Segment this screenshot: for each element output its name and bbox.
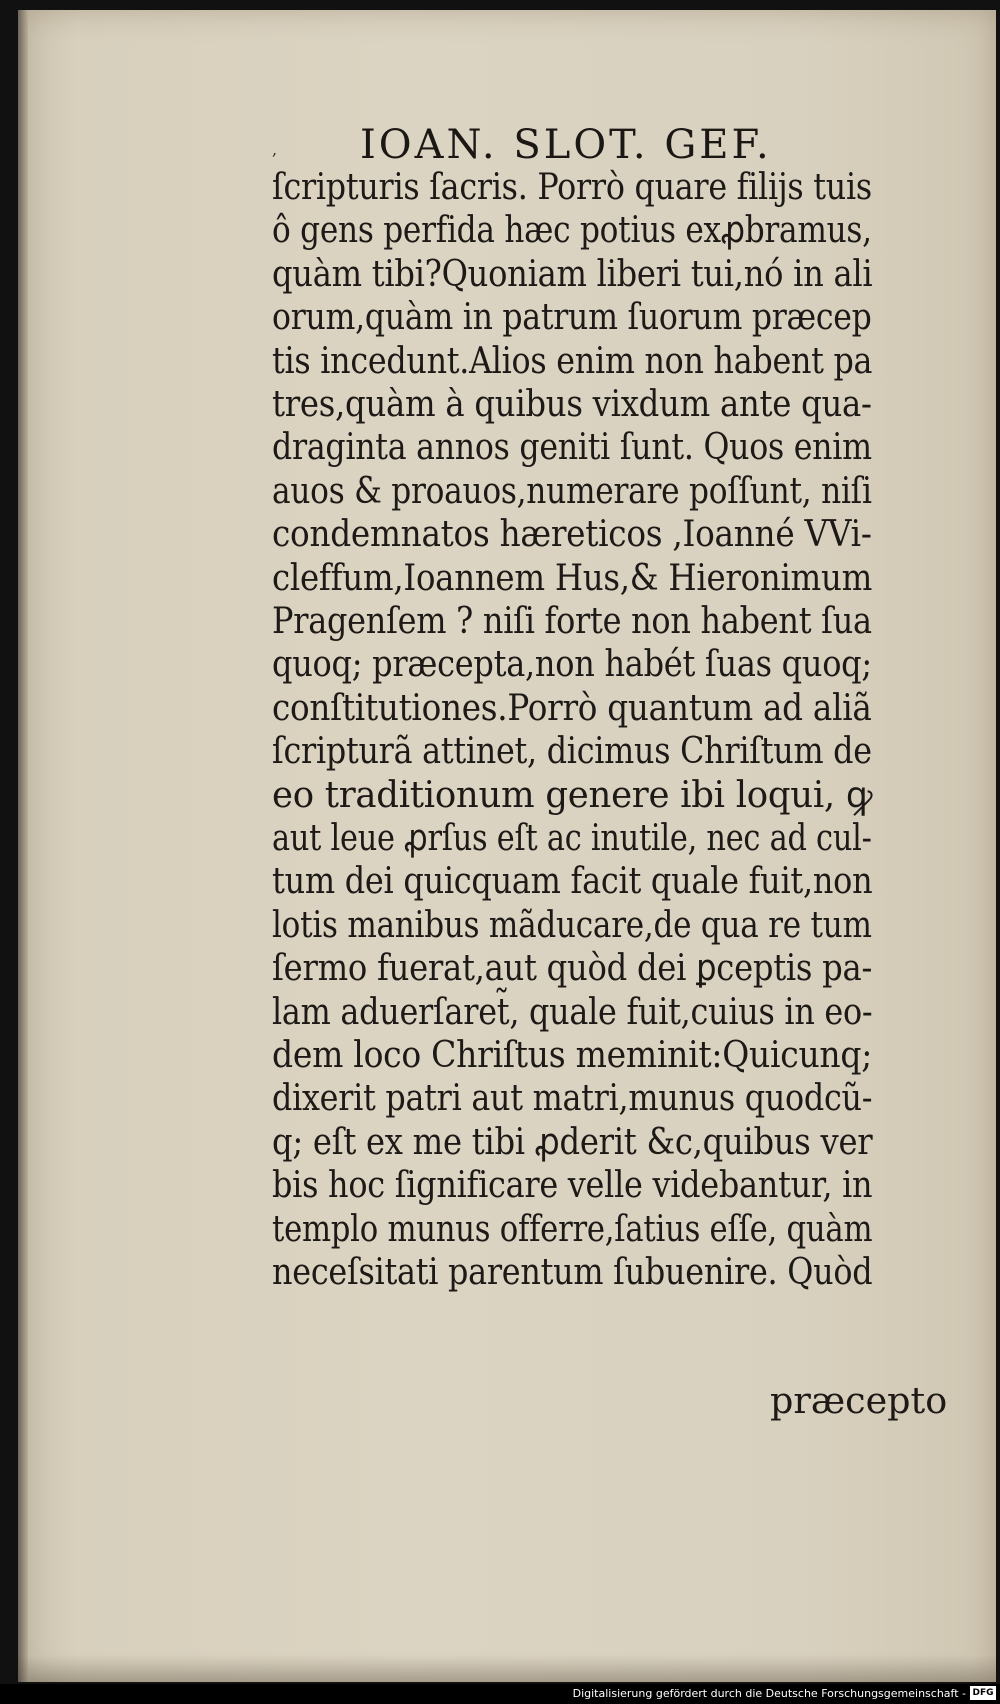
text-line: dem loco Chriſtus meminit:Quicunq; — [272, 1033, 873, 1076]
text-line: quàm tibi?Quoniam liberi tui,nó in ali — [272, 251, 873, 295]
text-line: cleffum,Ioannem Hus,& Hieronimum — [272, 555, 873, 599]
text-line: tum dei quicquam facit quale fuit,non — [272, 859, 873, 903]
page-gutter-shadow — [18, 10, 28, 1682]
text-line: ſermo fuerat,aut quòd dei ꝑceptis pa- — [272, 946, 873, 990]
footer-credit: Digitalisierung gefördert durch die Deutsche Forschungsgemeinschaft - — [572, 1687, 966, 1700]
text-line: ſcripturã attinet, dicimus Chriſtum de — [272, 729, 872, 773]
text-line: orum,quàm in patrum ſuorum præcep — [272, 295, 872, 339]
text-line: tis incedunt.Alios enim non habent pa — [272, 338, 873, 382]
text-line: aut leue ꝓrſus eſt ac inutile, nec ad cul- — [272, 816, 872, 859]
text-line: Pragenſem ? niſi forte non habent ſua — [272, 599, 872, 642]
text-line: ſcripturis ſacris. Porrò quare filijs tuis — [272, 165, 872, 208]
catchword: præcepto — [770, 1379, 948, 1422]
text-line: quoq; præcepta,non habét ſuas quoq; — [272, 642, 872, 686]
text-line: auos & proauos,numerare poſſunt, niſi — [272, 468, 872, 512]
dfg-logo-icon: DFG — [970, 1686, 996, 1700]
text-line: lam aduerſaret̃, quale fuit,cuius in eo- — [272, 989, 873, 1033]
text-line: eo traditionum genere ibi loqui, ꝙ — [272, 772, 873, 816]
text-line: tres,quàm à quibus vixdum ante qua- — [272, 382, 872, 425]
text-line: ô gens perfida hæc potius exꝓbramus, — [272, 208, 872, 252]
text-line: lotis manibus mãducare,de qua re tum — [272, 902, 872, 946]
page-bottom-shadow — [18, 1655, 996, 1682]
text-line: condemnatos hæreticos ,Ioanné VVi- — [272, 512, 872, 556]
text-line: draginta annos geniti ſunt. Quos enim — [272, 425, 872, 469]
head-mark: , — [272, 140, 278, 159]
text-line: dixerit patri aut matri,munus quodcũ- — [272, 1076, 873, 1120]
text-line: q; eſt ex me tibi ꝓderit &c,quibus ver — [272, 1119, 873, 1163]
text-line: conſtitutiones.Porrò quantum ad aliã — [272, 685, 872, 729]
text-line: templo munus offerre,ſatius eſſe, quàm — [272, 1206, 873, 1250]
running-head: IOAN. SLOT. GEF. — [360, 122, 772, 168]
text-line: neceſsitati parentum ſubuenire. Quòd — [272, 1250, 873, 1293]
text-line: bis hoc ſignificare velle videbantur, in — [272, 1163, 873, 1207]
